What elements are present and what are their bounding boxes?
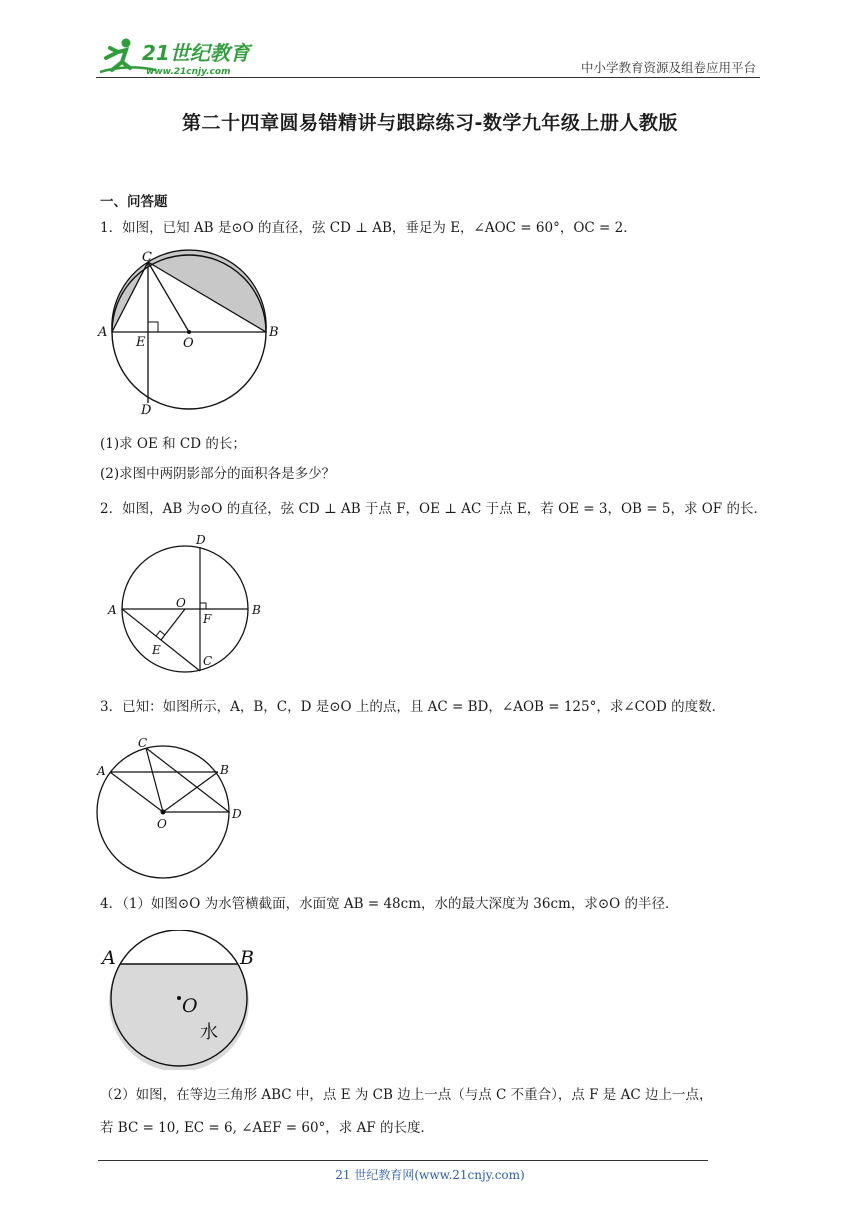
question-1-figure <box>96 248 296 418</box>
radius-oa <box>110 772 163 812</box>
label-d: D <box>196 533 206 547</box>
footer-link[interactable]: 21 世纪教育网(www.21cnjy.com) <box>335 1168 525 1182</box>
label-b: B <box>220 763 229 777</box>
logo-text: 21世纪教育 <box>142 41 250 65</box>
label-e: E <box>152 643 161 657</box>
water-region <box>109 964 249 1070</box>
radius-oc <box>146 748 163 812</box>
label-o: O <box>176 596 186 610</box>
right-angle-mark-f <box>200 603 206 609</box>
label-a: A <box>97 764 106 778</box>
label-b: B <box>252 603 261 617</box>
label-d: D <box>232 807 242 821</box>
question-1-part-1: (1)求 OE 和 CD 的长； <box>100 436 246 452</box>
label-o: O <box>183 336 194 351</box>
question-2-figure <box>104 530 270 680</box>
label-e: E <box>136 335 146 350</box>
radius-ob <box>163 772 218 812</box>
question-4-figure <box>96 930 266 1070</box>
question-1-part-2: (2)求图中两阴影部分的面积各是多少？ <box>100 466 336 482</box>
center-point <box>177 996 181 1000</box>
logo-url: www.21cnjy.com <box>146 67 231 77</box>
section-heading: 一、问答题 <box>100 194 168 210</box>
page-title: 第二十四章圆易错精讲与跟踪练习-数学九年级上册人教版 <box>182 112 678 134</box>
label-water: 水 <box>200 1022 218 1043</box>
label-o: O <box>182 995 198 1017</box>
label-f: F <box>203 612 212 626</box>
label-a: A <box>98 325 108 340</box>
question-3-stem: 3．已知：如图所示，A，B，C，D 是⊙O 上的点，且 AC = BD，∠AOB = 125°，求∠COD 的度数． <box>100 699 726 715</box>
right-angle-mark-e <box>156 631 165 636</box>
label-c: C <box>142 250 152 265</box>
label-o: O <box>157 817 167 831</box>
shaded-segment-left <box>112 262 148 332</box>
chord-cd <box>146 748 229 812</box>
label-c: C <box>203 654 213 668</box>
question-2-stem: 2．如图，AB 为⊙O 的直径，弦 CD ⊥ AB 于点 F，OE ⊥ AC 于点 E，若 OE = 3，OB = 5，求 OF 的长． <box>100 501 767 517</box>
question-4-stem: 4．（1）如图⊙O 为水管横截面，水面宽 AB = 48cm，水的最大深度为 36cm，求⊙O 的半径． <box>100 896 679 912</box>
label-b: B <box>269 325 279 340</box>
right-angle-mark <box>148 322 158 332</box>
segment-oe <box>161 609 185 640</box>
question-4-part-2-line-2: 若 BC = 10, EC = 6, ∠AEF = 60°，求 AF 的长度． <box>100 1120 434 1136</box>
label-a: A <box>108 603 117 617</box>
label-d: D <box>141 403 152 418</box>
label-c: C <box>138 736 148 750</box>
label-b: B <box>240 947 254 969</box>
label-a: A <box>102 947 116 969</box>
site-logo <box>96 36 256 80</box>
site-tagline: 中小学教育资源及组卷应用平台 <box>580 60 756 75</box>
question-3-figure <box>94 732 254 882</box>
center-point <box>161 810 166 815</box>
question-1-stem: 1．如图，已知 AB 是⊙O 的直径，弦 CD ⊥ AB，垂足为 E，∠AOC = 60°，OC = 2． <box>100 220 637 236</box>
question-4-part-2-line-1: （2）如图，在等边三角形 ABC 中，点 E 为 CB 边上一点（与点 C 不重合），点 F 是 AC 边上一点， <box>100 1087 713 1103</box>
header-divider <box>96 77 760 78</box>
footer-divider <box>98 1160 708 1161</box>
center-point <box>187 330 191 334</box>
